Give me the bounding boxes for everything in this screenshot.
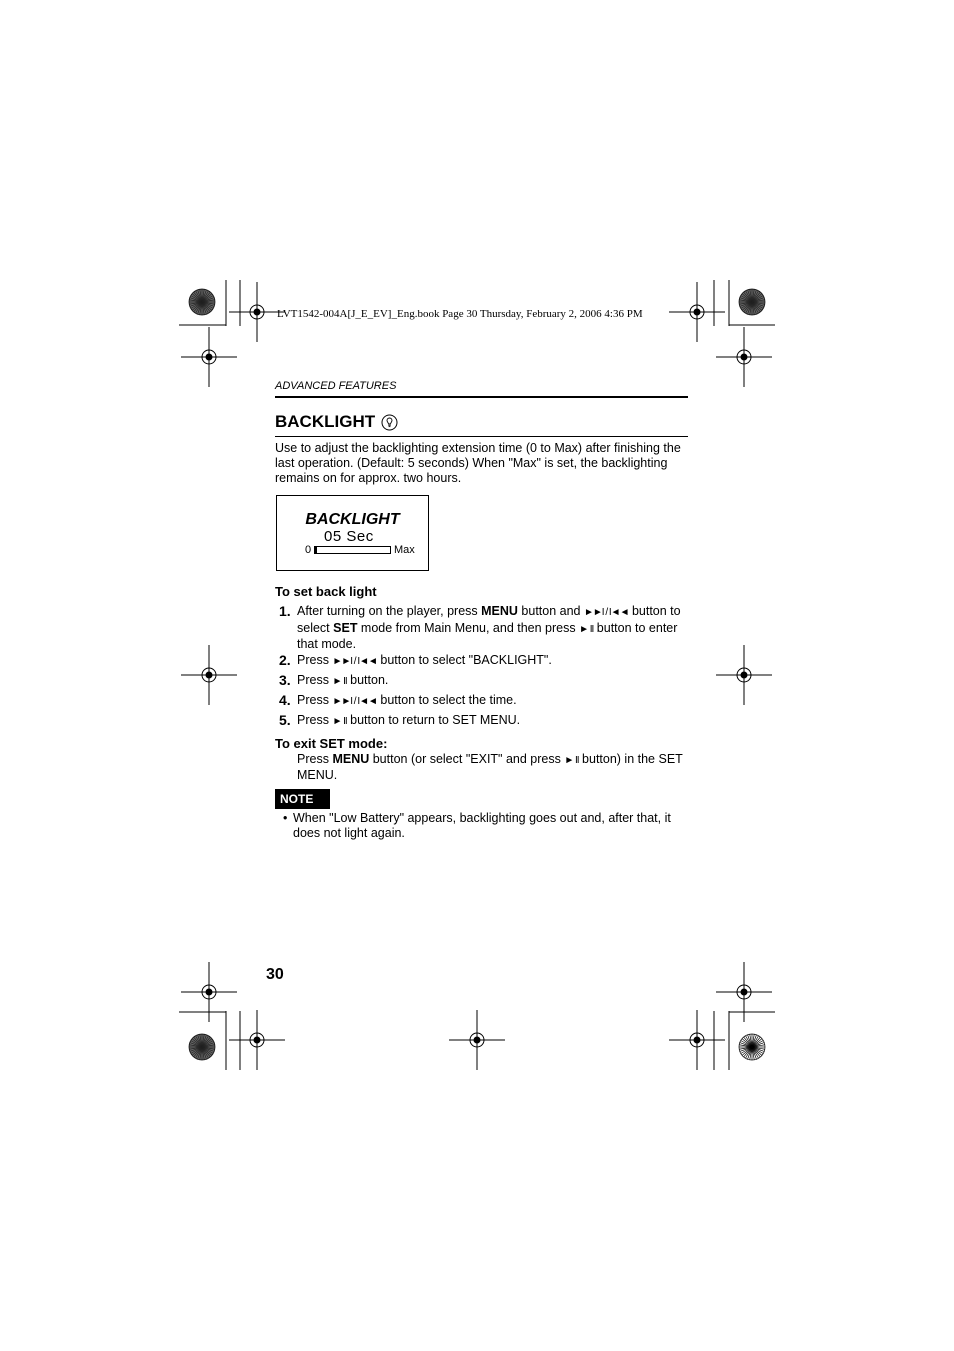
- button-symbol: ► II: [579, 623, 594, 635]
- exit-instructions: [297, 752, 689, 783]
- text-segment: button to return to SET MENU.: [346, 713, 521, 727]
- crosshair-mark: [181, 327, 237, 387]
- text-segment: Press: [297, 653, 333, 667]
- step-text: [297, 604, 689, 652]
- note-label: NOTE: [275, 789, 330, 809]
- print-header: LVT1542-004A[J_E_EV]_Eng.book Page 30 Thursday, February 2, 2006 4:36 PM: [277, 308, 643, 320]
- text-segment: Press: [297, 752, 333, 766]
- note-bullet: •: [283, 811, 288, 825]
- display-title: BACKLIGHT: [305, 511, 400, 528]
- step-number: 4.: [279, 692, 291, 708]
- keyword: MENU: [332, 752, 370, 766]
- step-item: [279, 713, 689, 730]
- level-bar: [314, 546, 391, 554]
- step-item: [279, 604, 689, 652]
- step-text: [297, 713, 689, 730]
- crosshair-mark: [669, 1010, 725, 1070]
- button-symbol: ► II: [332, 716, 347, 727]
- button-symbol: ►►I / I◄◄: [583, 607, 629, 618]
- intro-paragraph: Use to adjust the backlighting extension time (0 to Max) after finishing the last operation. (Default: 5 seconds) When "Max" is set, the backlighting remains on for approx. two hours.: [275, 441, 681, 485]
- rosette-mark: [739, 289, 765, 315]
- display-min-label: 0: [305, 544, 312, 556]
- note-item: [283, 811, 688, 841]
- level-bar-fill: [315, 547, 317, 553]
- rosette-mark: [189, 289, 215, 315]
- crosshair-mark: [229, 1010, 285, 1070]
- step-number: 5.: [279, 712, 291, 728]
- step-text: [297, 693, 689, 710]
- text-segment: Press: [297, 693, 333, 707]
- text-segment: button.: [346, 673, 389, 687]
- step-item: [279, 653, 689, 670]
- rosette-mark: [189, 1034, 215, 1060]
- button-symbol: ► II: [332, 676, 347, 687]
- crosshair-mark: [181, 962, 237, 1022]
- page-number: 30: [266, 966, 284, 983]
- step-number: 3.: [279, 672, 291, 688]
- text-segment: Press: [297, 673, 333, 687]
- text-segment: mode from Main Menu, and then press: [357, 620, 580, 635]
- display-value: 05 Sec: [324, 528, 374, 545]
- text-segment: button to select: [297, 604, 681, 635]
- section-label: ADVANCED FEATURES: [275, 380, 397, 392]
- crosshair-mark: [716, 327, 772, 387]
- button-symbol: ► II: [564, 755, 579, 766]
- step-item: [279, 673, 689, 690]
- keyword: SET: [333, 620, 358, 635]
- title-rule: [275, 436, 688, 437]
- step-number: 2.: [279, 652, 291, 668]
- crosshair-mark: [716, 962, 772, 1022]
- crosshair-mark: [449, 1010, 505, 1070]
- set-heading: To set back light: [275, 584, 377, 599]
- button-symbol: ►►I / I◄◄: [332, 656, 377, 667]
- text-segment: After turning on the player, press: [297, 604, 482, 618]
- text-segment: button to select "BACKLIGHT".: [376, 653, 552, 667]
- step-number: 1.: [279, 603, 291, 619]
- text-segment: Press: [297, 713, 333, 727]
- text-segment: button (or select "EXIT" and press: [369, 752, 565, 766]
- button-symbol: ►►I / I◄◄: [332, 696, 377, 707]
- display-max-label: Max: [394, 544, 415, 556]
- text-segment: button to enter that mode.: [297, 620, 678, 651]
- keyword: MENU: [481, 604, 518, 618]
- step-item: [279, 693, 689, 710]
- crosshair-mark: [669, 282, 725, 342]
- text-segment: button) in the SET MENU.: [297, 752, 683, 782]
- title-text: BACKLIGHT: [275, 412, 376, 431]
- page-title: [275, 412, 398, 432]
- rosette-mark: [739, 1034, 765, 1060]
- crosshair-mark: [716, 645, 772, 705]
- step-text: [297, 673, 689, 690]
- exit-heading: To exit SET mode:: [275, 736, 388, 751]
- note-text: When "Low Battery" appears, backlighting goes out and, after that, it does not light again.: [293, 811, 671, 840]
- text-segment: button to select the time.: [376, 693, 517, 707]
- step-text: [297, 653, 689, 670]
- header-rule: [275, 396, 688, 398]
- backlight-bulb-icon: [381, 414, 398, 431]
- crosshair-mark: [181, 645, 237, 705]
- text-segment: button and: [517, 604, 584, 618]
- display-illustration: [276, 495, 429, 571]
